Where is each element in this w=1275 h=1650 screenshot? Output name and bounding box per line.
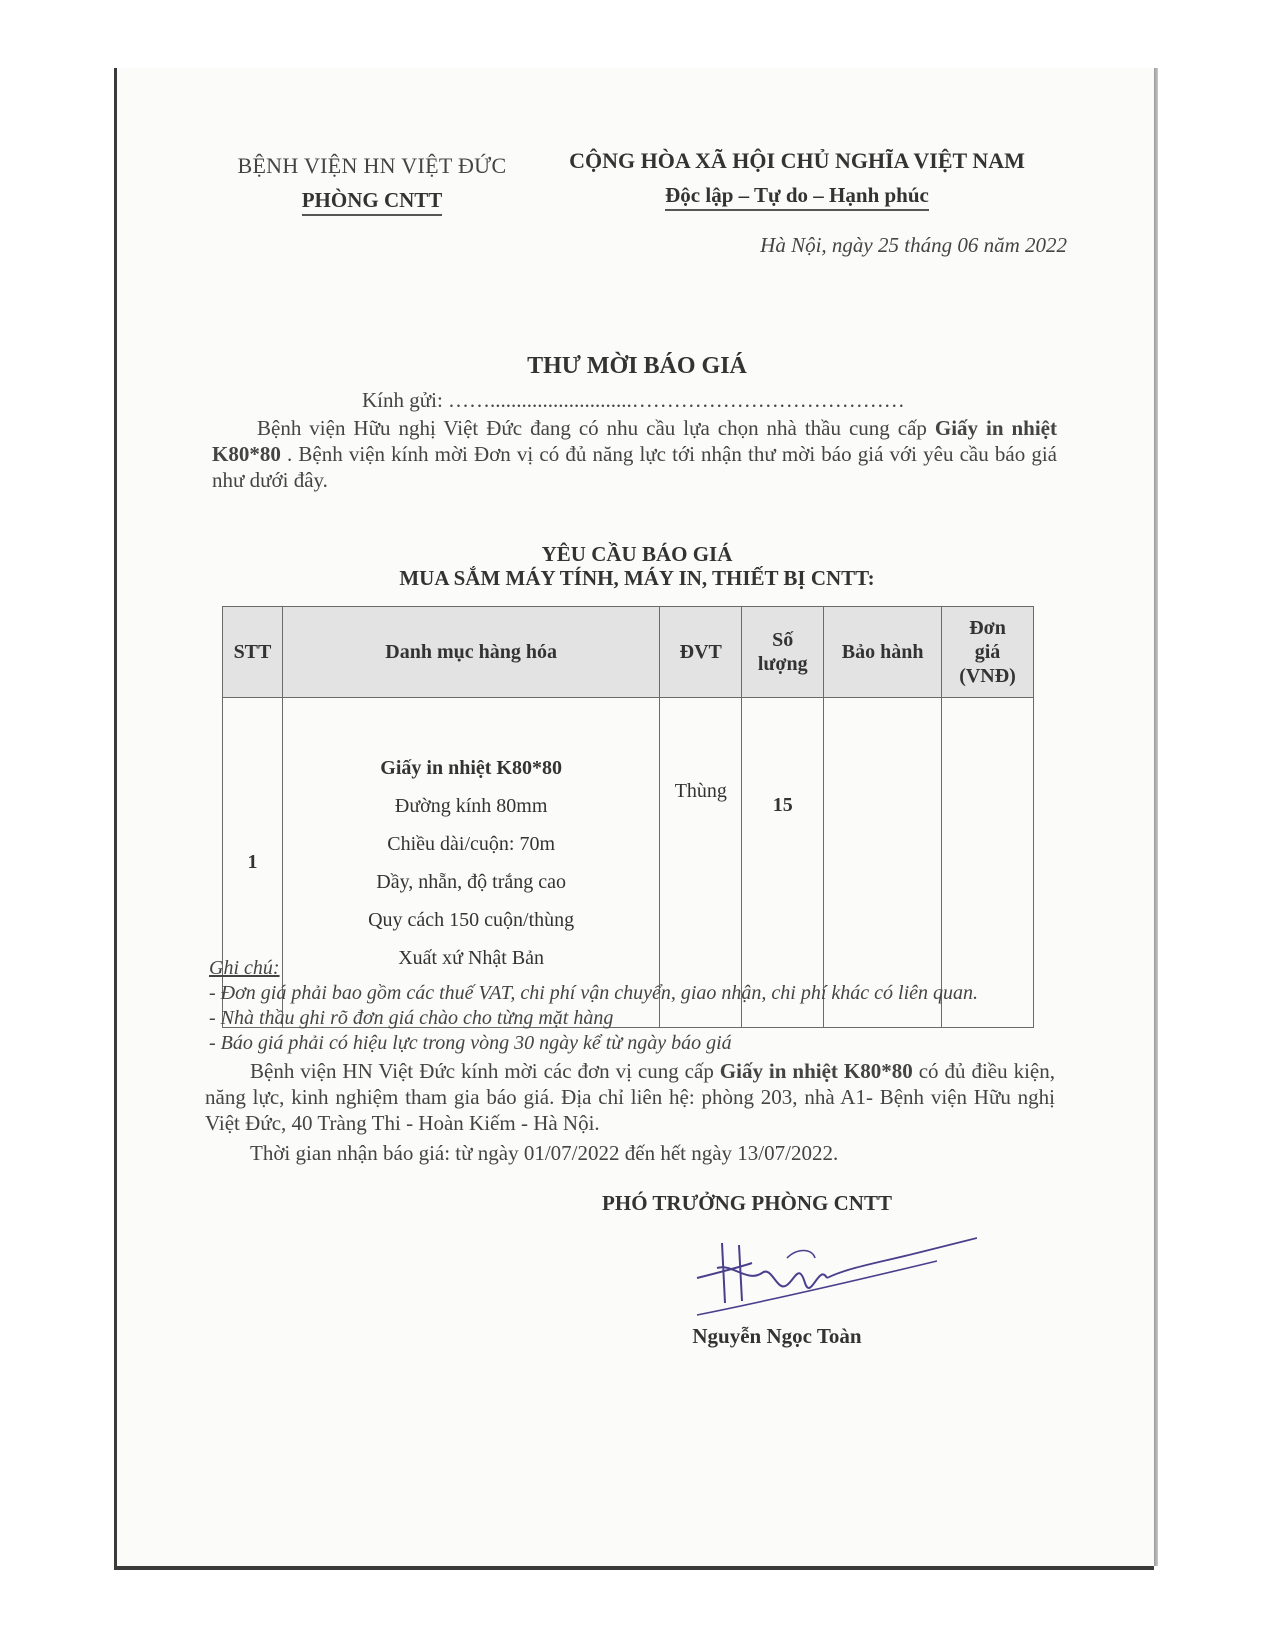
note-line: - Nhà thầu ghi rõ đơn giá chào cho từng mặt hàng [209,1007,614,1029]
note-line: - Báo giá phải có hiệu lực trong vòng 30 ngày kể từ ngày báo giá [209,1032,732,1054]
header-item: Danh mục hàng hóa [282,607,659,698]
org-name: BỆNH VIỆN HN VIỆT ĐỨC [237,153,507,178]
document-date: Hà Nội, ngày 25 tháng 06 năm 2022 [760,233,1067,257]
item-line: Chiều dài/cuộn: 70m [387,832,556,855]
invite-paragraph: Bệnh viện HN Việt Đức kính mời các đơn vị cung cấp Giấy in nhiệt K80*80 có đủ điều kiện, năng lực, kinh nghiệm tham gia báo giá. Địa chỉ liên hệ: phòng 203, nhà A1- Bệnh viện Hữu nghị Việt Đức, 40 Tràng Thi - Hoàn Kiếm - Hà Nội. [205,1059,1055,1135]
note-line: - Đơn giá phải bao gồm các thuế VAT, chi phí vận chuyển, giao nhận, chi phí khác có liên quan. [209,982,979,1004]
header-price: Đơn giá (VNĐ) [942,607,1034,698]
item-line: Quy cách 150 cuộn/thùng [368,908,575,931]
cell-unit: Thùng [660,698,742,1028]
header-stt: STT [223,607,283,698]
greeting-line: Kính gửi: ……...........................………………………………… [362,388,905,412]
header-unit: ĐVT [660,607,742,698]
header-warranty: Bảo hành [824,607,942,698]
cell-qty: 15 [742,698,824,1028]
requirements-subheading: MUA SẮM MÁY TÍNH, MÁY IN, THIẾT BỊ CNTT: [399,566,875,590]
header-qty: Số lượng [742,607,824,698]
intro-paragraph: Bệnh viện Hữu nghị Việt Đức đang có nhu cầu lựa chọn nhà thầu cung cấp Giấy in nhiệt K80*80 . Bệnh viện kính mời Đơn vị có đủ năng lực tới nhận thư mời báo giá với yêu cầu báo giá như dưới đây. [212,416,1057,492]
department-name: PHÒNG CNTT [237,188,507,213]
document-page [114,68,1154,1570]
cell-stt: 1 [223,698,283,1028]
notes-section [209,956,1079,1056]
table-header-row [223,607,1034,698]
requirements-heading: YÊU CẦU BÁO GIÁ [541,542,733,566]
national-title: CỘNG HÒA XÃ HỘI CHỦ NGHĨA VIỆT NAM [569,148,1025,173]
item-line: Xuất xứ Nhật Bản [398,946,545,969]
signer-name: Nguyễn Ngọc Toàn [692,1324,862,1348]
national-motto: Độc lập – Tự do – Hạnh phúc [557,183,1037,208]
signer-title: PHÓ TRƯỞNG PHÒNG CNTT [602,1191,892,1215]
handwritten-signature [677,1223,977,1323]
item-line: Giấy in nhiệt K80*80 [380,756,562,779]
item-line: Dầy, nhẵn, độ trắng cao [376,870,567,893]
receive-time: Thời gian nhận báo giá: từ ngày 01/07/2022 đến hết ngày 13/07/2022. [250,1141,839,1165]
item-line: Đường kính 80mm [394,794,548,817]
notes-title: Ghi chú: [209,957,280,979]
document-title: THƯ MỜI BÁO GIÁ [527,353,747,379]
